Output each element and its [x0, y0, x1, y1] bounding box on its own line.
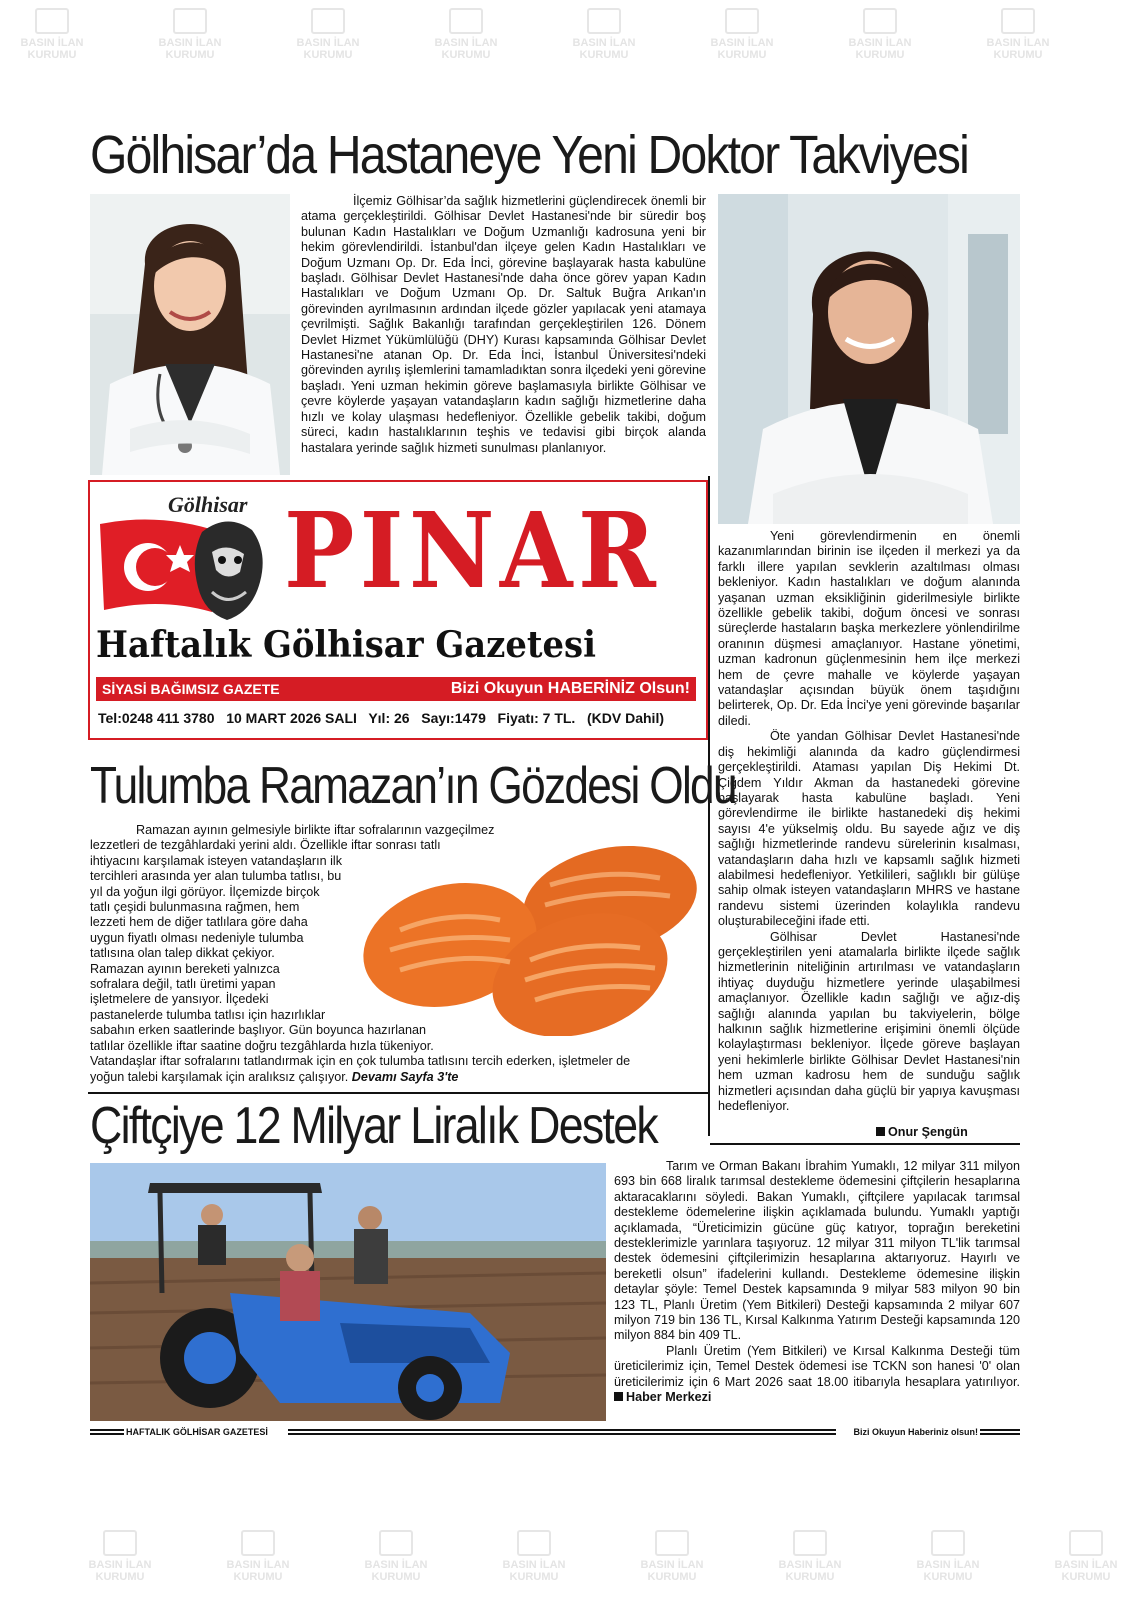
masthead-info	[98, 710, 664, 726]
watermark: BASIN İLAN KURUMU	[632, 1530, 712, 1583]
doctor-photo-1	[90, 194, 290, 475]
article2-line: Ramazan ayının gelmesiyle birlikte iftar sofralarının vazgeçilmez	[136, 823, 495, 837]
masthead-issue: Sayı:1479	[421, 710, 486, 726]
watermark: BASIN İLAN KURUMU	[494, 1530, 574, 1583]
masthead-tag-right: Bizi Okuyun HABERİNİZ Olsun!	[450, 680, 690, 697]
watermark: BASIN İLAN KURUMU	[288, 8, 368, 61]
footer-right-label: Bizi Okuyun Haberiniz olsun!	[853, 1427, 978, 1437]
article2-line: Vatandaşlar iftar sofralarını tatlandırmak için en çok tulumba tatlısını tercih ederken, işletmeler de	[90, 1054, 631, 1069]
column-divider	[710, 1143, 1020, 1145]
footer-left-label: HAFTALIK GÖLHİSAR GAZETESİ	[126, 1427, 268, 1437]
masthead-date: 10 MART 2026 SALI	[226, 710, 357, 726]
footer-rule	[288, 1429, 836, 1431]
article3-text	[614, 1159, 1020, 1421]
watermark: BASIN İLAN KURUMU	[1046, 1530, 1126, 1583]
article3-author: Haber Merkezi	[626, 1390, 712, 1405]
article2-line: lezzeti hem de diğer tatlılara göre daha	[90, 915, 308, 930]
doctor-photo-2-illustration	[718, 194, 1020, 524]
masthead-vat: (KDV Dahil)	[587, 710, 664, 726]
watermark: BASIN İLAN KURUMU	[426, 8, 506, 61]
watermark-icon	[793, 1530, 827, 1556]
watermark: BASIN İLAN KURUMU	[702, 8, 782, 61]
masthead-tag-left: SİYASİ BAĞIMSIZ GAZETE	[102, 681, 280, 697]
watermark-icon	[311, 8, 345, 34]
tractor-photo	[90, 1163, 606, 1421]
article2-line: sabahın erken saatlerinde başlıyor. Gün boyunca hazırlanan	[90, 1023, 427, 1038]
article3-paragraph: Tarım ve Orman Bakanı İbrahim Yumaklı, 12 milyar 311 milyon 693 bin 668 liralık tarımsal destekleme ödemesini çiftçilerin hesaplarına aktaracaklarını söyledi. Bakan Yumaklı, çiftçilere yapılacak tarımsal destekleme ödemelerine ilişkin açıklamada bulundu. Yumaklı yaptığı açıklamada, “Üreticimizin gücüne güç katıyor, toprağın bereketini desteklerimizle yarınlara taşıyoruz. 12 milyar 311 milyon TL'lik tarımsal destek ödemesini çiftçilerimizin hesaplarına aktarıyoruz. Hayırlı ve bereketli olsun” ifadelerini kullandı. Destekleme ödemesine ilişkin detaylar şöyle: Temel Destek kapsamında 9 milyar 583 milyon 90 bin 123 TL, Planlı Üretim (Yem Bitkileri) Desteği kapsamında 2 milyar 607 milyon 719 bin 136 TL, Kırsal Kalkınma Yatırım Desteği kapsamında 120 milyon 884 bin 409 TL.	[614, 1159, 1020, 1343]
article1-lead	[301, 194, 706, 476]
watermark: BASIN İLAN KURUMU	[908, 1530, 988, 1583]
article2-last-line	[90, 1070, 704, 1085]
watermark-icon	[241, 1530, 275, 1556]
masthead-title: PINAR	[284, 489, 662, 612]
watermark: BASIN İLAN KURUMU	[12, 8, 92, 61]
watermark: BASIN İLAN KURUMU	[150, 8, 230, 61]
watermark-icon	[1069, 1530, 1103, 1556]
watermark-icon	[449, 8, 483, 34]
watermark: BASIN İLAN KURUMU	[218, 1530, 298, 1583]
watermark-icon	[931, 1530, 965, 1556]
masthead	[88, 480, 708, 740]
watermark: BASIN İLAN KURUMU	[770, 1530, 850, 1583]
article3-paragraph: Planlı Üretim (Yem Bitkileri) ve Kırsal Kalkınma Desteği tüm üreticilerimiz için, Temel Destek ödemesi ise TCKN son hanesi '0' olan üreticilerimiz için 6 Mart 2026 saat 18.00 itibarıyla hesaplara yatırılıyor.	[614, 1343, 1020, 1389]
watermark-icon	[1001, 8, 1035, 34]
ataturk-portrait-icon	[182, 512, 272, 624]
watermark-icon	[173, 8, 207, 34]
article2-line: ihtiyacını karşılamak isteyen vatandaşların ilk	[90, 853, 342, 868]
article2-text	[90, 823, 704, 1085]
watermark-icon	[655, 1530, 689, 1556]
article2-line: Ramazan ayının bereketi yalnızca	[90, 961, 280, 976]
page-footer	[90, 1425, 1020, 1443]
watermark-icon	[379, 1530, 413, 1556]
watermark-icon	[587, 8, 621, 34]
article2-line: pastanelerde tulumba tatlısı için hazırlıklar	[90, 1007, 326, 1022]
article2-line: yıl da yoğun ilgi görüyor. İlçemizde birçok	[90, 884, 320, 899]
article2-line: tercihleri arasında yer alan tulumba tatlısı, bu	[90, 869, 342, 884]
article1-column	[718, 529, 1020, 1141]
watermark: BASIN İLAN KURUMU	[978, 8, 1058, 61]
tractor-illustration	[90, 1163, 606, 1421]
article2-line: tatlı çeşidi bulunmasına rağmen, hem	[90, 900, 300, 915]
article1-paragraph: Gölhisar Devlet Hastanesi'nde gerçekleştirilen yeni atamalarla birlikte ilçede sağlık hizmetlerinin niteliğinin artırılması ve vatandaşların ihtiyaç duyduğu hizmetlere yerinde ulaşabilmesi amaçlanıyor. Özellikle kadın sağlığı ve ağız-diş sağlığı alanında yapılan bu takviyelerin, bölge halkının sağlık hizmetlerine erişimini önemli ölçüde kolaylaştırması bekleniyor. İlçede göreve başlayan yeni hekimlerle birlikte Gölhisar Devlet Hastanesi'nin hem uzman kadrosu hem de sunduğu sağlık hizmetleri açısından daha güçlü bir yapıya kavuşması hedefleniyor.	[718, 929, 1020, 1114]
footer-rule	[980, 1429, 1020, 1431]
article2-line: sofralara değil, tatlı üretimi yapan	[90, 977, 276, 992]
doctor-photo-1-illustration	[90, 194, 290, 475]
article2-line: uygun fiyatlı olması nedeniyle tulumba	[90, 930, 304, 945]
article2-continued-link[interactable]: Devamı Sayfa 3'te	[351, 1069, 459, 1084]
article2-line: lezzetleri de tezgâhlardaki yerini aldı. Özellikle iftar sonrası tatlı	[90, 838, 441, 853]
article1-byline	[876, 1125, 968, 1140]
watermark: BASIN İLAN KURUMU	[564, 8, 644, 61]
article2-line: yoğun talebi karşılamak için aralıksız çalışıyor.	[90, 1069, 349, 1084]
article1-author: Onur Şengün	[888, 1125, 968, 1139]
byline-square-icon	[614, 1392, 623, 1401]
article2-headline: Tulumba Ramazan’ın Gözdesi Oldu	[90, 757, 736, 815]
watermark-icon	[103, 1530, 137, 1556]
masthead-small-title: Gölhisar	[168, 492, 248, 517]
masthead-subtitle: Haftalık Gölhisar Gazetesi	[96, 624, 596, 666]
article3-paragraph-last	[614, 1344, 1020, 1406]
watermark: BASIN İLAN KURUMU	[80, 1530, 160, 1583]
watermark-icon	[35, 8, 69, 34]
watermark-icon	[725, 8, 759, 34]
masthead-tag-bar	[96, 677, 696, 701]
article1-lead-paragraph: İlçemiz Gölhisar’da sağlık hizmetlerini güçlendirecek önemli bir atama gerçekleştirildi. Gölhisar Devlet Hastanesi'nde bir süredir boş bulunan Kadın Hastalıkları ve Doğum Uzmanlığı kadrosuna yeni bir hekim görevlendirildi. İstanbul'dan ilçeye gelen Kadın Hastalıkları ve Doğum Uzmanı Op. Dr. Eda İnci, görevine başlayarak hasta kabulüne başladı. Gölhisar Devlet Hastanesi'nde daha önce görev yapan Kadın Hastalıkları ve Doğum Uzmanı Op. Dr. Saltuk Buğra Arıkan'ın görevinden ayrılmasının ardından ilçede gözler yapılacak yeni atamaya çevrilmişti. Sağlık Bakanlığı tarafından gerçekleştirilen 126. Dönem Devlet Hizmet Yükümlülüğü (DHY) Kurası kapsamında Gölhisar Devlet Hastanesi'ne atanan Op. Dr. Eda İnci, İstanbul Üniversitesi'ndeki görevinden ayrılış işlemlerini tamamladıktan sonra ilçedeki yeni görevine başladı. Yeni uzman hekimin göreve başlamasıyla birlikte Gölhisar ve çevre köylerde yaşayan vatandaşların kadın sağlığı hizmetlerine daha hızlı ve kolay ulaşması hedefleniyor. Özellikle gebelik takibi, doğum süreci, kadın hastalıklarının teşhis ve tedavisi gibi birçok alanda hastalara yerinde sağlık hizmeti sunulması planlanıyor.	[301, 194, 706, 455]
article2-line: işletmelere de yansıyor. İlçedeki	[90, 992, 269, 1007]
watermark-icon	[517, 1530, 551, 1556]
masthead-year: Yıl: 26	[368, 710, 410, 726]
doctor-photo-2	[718, 194, 1020, 524]
section-divider	[88, 1092, 708, 1094]
article1-paragraph: Yeni görevlendirmenin en önemli kazanımlarından birinin ise ilçeden il merkezi ya da farklı illere yapılan sevklerin azaltılması olması bekleniyor. Kadın hastalıkları ve doğum alanında yaşanan uzman eksikliğinin giderilmesiyle birlikte özellikle gebelik takibi, doğum öncesi ve sonrası süreçlerde hastaların başka merkezlere yönlendirilme oranının düşmesi amaçlanıyor. Hastane yönetimi, uzman kadronun güçlenmesinin hem ilçe merkezi hem de çevre mahalle ve köylerde yaşayan vatandaşlar açısından büyük önem taşıdığını belirterek, Op. Dr. Eda İnci'ye yeni görevinde başarılar diledi.	[718, 529, 1020, 728]
byline-square-icon	[876, 1127, 885, 1136]
footer-rule	[90, 1429, 124, 1431]
watermark: BASIN İLAN KURUMU	[840, 8, 920, 61]
article3-headline: Çiftçiye 12 Milyar Liralık Destek	[90, 1097, 658, 1155]
article1-paragraph: Öte yandan Gölhisar Devlet Hastanesi'nde diş hekimliği alanında da kadro güçlendirmesi gerçekleştirildi. Ataması yapılan Diş Hekimi Dt. Çiğdem Yıldır Akman da hastanedeki görevine başlayarak hasta kabulüne başladı. Yeni görevlendirme ile birlikte hastanedeki diş hekimi sayısı 4'e yükselmiş oldu. Bu sayede ağız ve diş sağlığı hizmetlerinde randevu sürelerinin kısalması, vatandaşların daha hızlı ve kapsamlı sağlık hizmeti alabilmesi hedefleniyor. Yetkilileri, sağlıklı bir gülüşe sahip olmak isteyen vatandaşların MHRS ve hastane randevu sistemi üzerinden kolaylıkla randevu oluşturabileceğini ifade etti.	[718, 729, 1020, 929]
watermark-icon	[863, 8, 897, 34]
masthead-tel: Tel:0248 411 3780	[98, 710, 215, 726]
article2-line: tatlısına olan talep dikkat çekiyor.	[90, 946, 275, 961]
watermark: BASIN İLAN KURUMU	[356, 1530, 436, 1583]
masthead-price: Fiyatı: 7 TL.	[497, 710, 576, 726]
article2-line: tatlılar özellikle iftar saatine doğru tezgâhlarda hızla tükeniyor.	[90, 1038, 434, 1053]
article1-headline: Gölhisar’da Hastaneye Yeni Doktor Takviyesi	[90, 125, 969, 185]
